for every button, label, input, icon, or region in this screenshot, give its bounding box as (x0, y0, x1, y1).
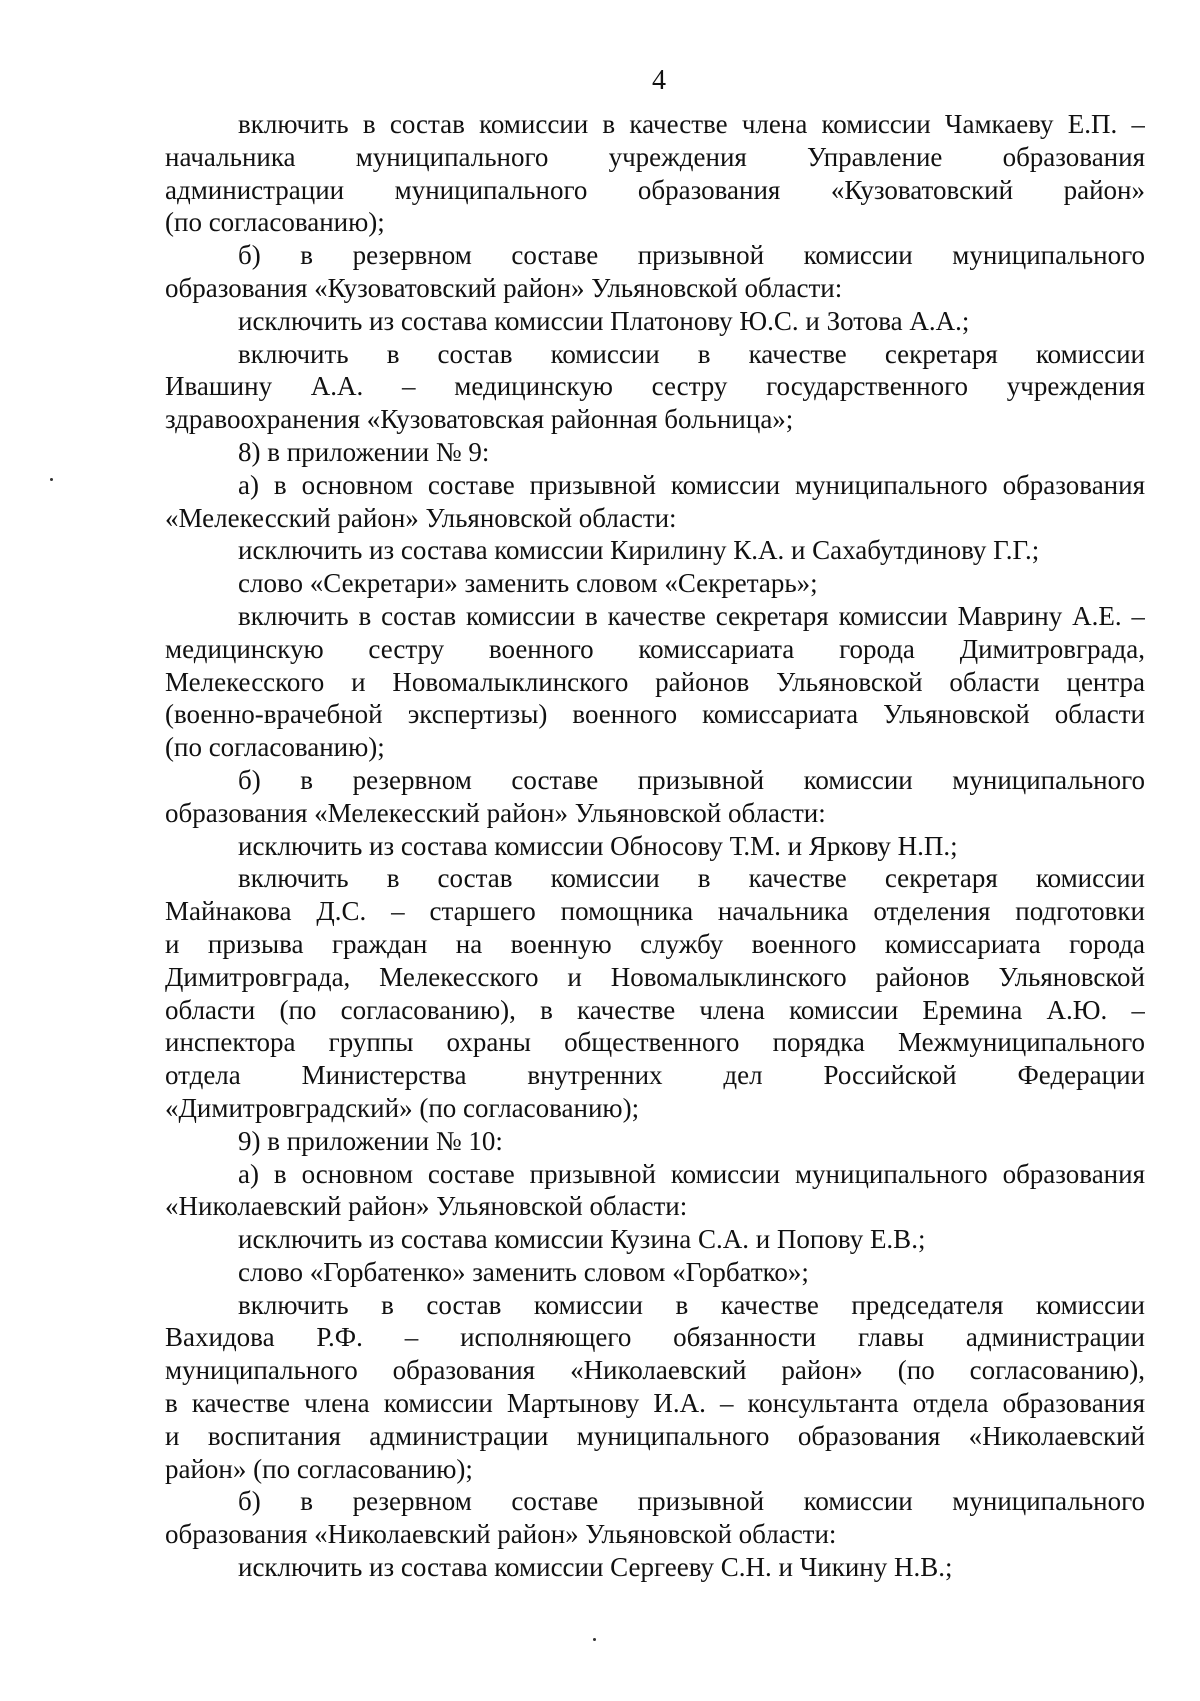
text-line: а) в основном составе призывной комиссии муниципального образования (238, 1158, 1145, 1189)
document-body (165, 108, 1145, 1584)
text-line: образования «Кузоватовский район» Ульяновской области: (165, 272, 843, 303)
text-line: слово «Секретари» заменить словом «Секретарь»; (238, 568, 818, 599)
text-line: Вахидова Р.Ф. – исполняющего обязанности главы администрации (165, 1322, 1145, 1353)
text-line: администрации муниципального образования «Кузоватовский район» (165, 174, 1145, 205)
text-line: «Димитровградский» (по согласованию); (165, 1092, 640, 1123)
text-line: муниципального образования «Николаевский район» (по согласованию), (165, 1355, 1145, 1386)
text-line: включить в состав комиссии в качестве секретаря комиссии Маврину А.Е. – (238, 600, 1145, 631)
text-line: (по согласованию); (165, 732, 385, 763)
text-line: включить в состав комиссии в качестве секретаря комиссии (238, 863, 1145, 894)
text-line: и призыва граждан на военную службу военного комиссариата города (165, 928, 1145, 959)
text-line: включить в состав комиссии в качестве члена комиссии Чамкаеву Е.П. – (238, 109, 1145, 139)
text-line: начальника муниципального учреждения Управление образования (165, 141, 1145, 172)
text-line: области (по согласованию), в качестве члена комиссии Еремина А.Ю. – (165, 994, 1145, 1025)
text-line: исключить из состава комиссии Кирилину К.А. и Сахабутдинову Г.Г.; (238, 535, 1040, 566)
text-line: образования «Мелекесский район» Ульяновской области: (165, 797, 826, 828)
text-line: а) в основном составе призывной комиссии муниципального образования (238, 469, 1145, 500)
text-line: Ивашину А.А. – медицинскую сестру государственного учреждения (165, 371, 1145, 402)
text-line: и воспитания администрации муниципального образования «Николаевский (165, 1420, 1145, 1451)
text-line: медицинскую сестру военного комиссариата города Димитровграда, (165, 633, 1145, 664)
scan-speck (50, 478, 53, 481)
text-line: здравоохранения «Кузоватовская районная больница»; (165, 404, 794, 435)
text-line: исключить из состава комиссии Обносову Т.М. и Яркову Н.П.; (238, 830, 958, 861)
text-line: (по согласованию); (165, 207, 385, 238)
text-line: «Мелекесский район» Ульяновской области: (165, 502, 677, 533)
text-line: Майнакова Д.С. – старшего помощника начальника отделения подготовки (165, 896, 1145, 927)
text-line: Мелекесского и Новомалыклинского районов Ульяновской области центра (165, 666, 1145, 697)
text-line: инспектора группы охраны общественного порядка Межмуниципального (165, 1027, 1145, 1058)
text-line: «Николаевский район» Ульяновской области: (165, 1191, 688, 1222)
text-line: б) в резервном составе призывной комиссии муниципального (238, 240, 1145, 271)
text-line: включить в состав комиссии в качестве председателя комиссии (238, 1289, 1145, 1320)
page-number: 4 (652, 65, 666, 96)
text-line: 8) в приложении № 9: (238, 436, 490, 467)
text-line: 9) в приложении № 10: (238, 1125, 503, 1156)
text-line: в качестве члена комиссии Мартынову И.А. – консультанта отдела образования (165, 1388, 1145, 1419)
text-line: включить в состав комиссии в качестве секретаря комиссии (238, 338, 1145, 369)
text-line: (военно-врачебной экспертизы) военного комиссариата Ульяновской области (165, 699, 1145, 730)
text-line: исключить из состава комиссии Платонову Ю.С. и Зотова А.А.; (238, 305, 970, 336)
text-line: исключить из состава комиссии Кузина С.А. и Попову Е.В.; (238, 1224, 926, 1255)
text-line: исключить из состава комиссии Сергееву С.Н. и Чикину Н.В.; (238, 1552, 953, 1583)
text-line: отдела Министерства внутренних дел Российской Федерации (165, 1060, 1145, 1091)
text-line: Димитровграда, Мелекесского и Новомалыклинского районов Ульяновской (165, 961, 1145, 992)
text-line: слово «Горбатенко» заменить словом «Горбатко»; (238, 1256, 809, 1287)
text-line: б) в резервном составе призывной комиссии муниципального (238, 1486, 1145, 1517)
text-line: б) в резервном составе призывной комиссии муниципального (238, 764, 1145, 795)
text-line: район» (по согласованию); (165, 1453, 473, 1484)
scan-speck (593, 1638, 596, 1641)
text-line: образования «Николаевский район» Ульяновской области: (165, 1519, 837, 1550)
